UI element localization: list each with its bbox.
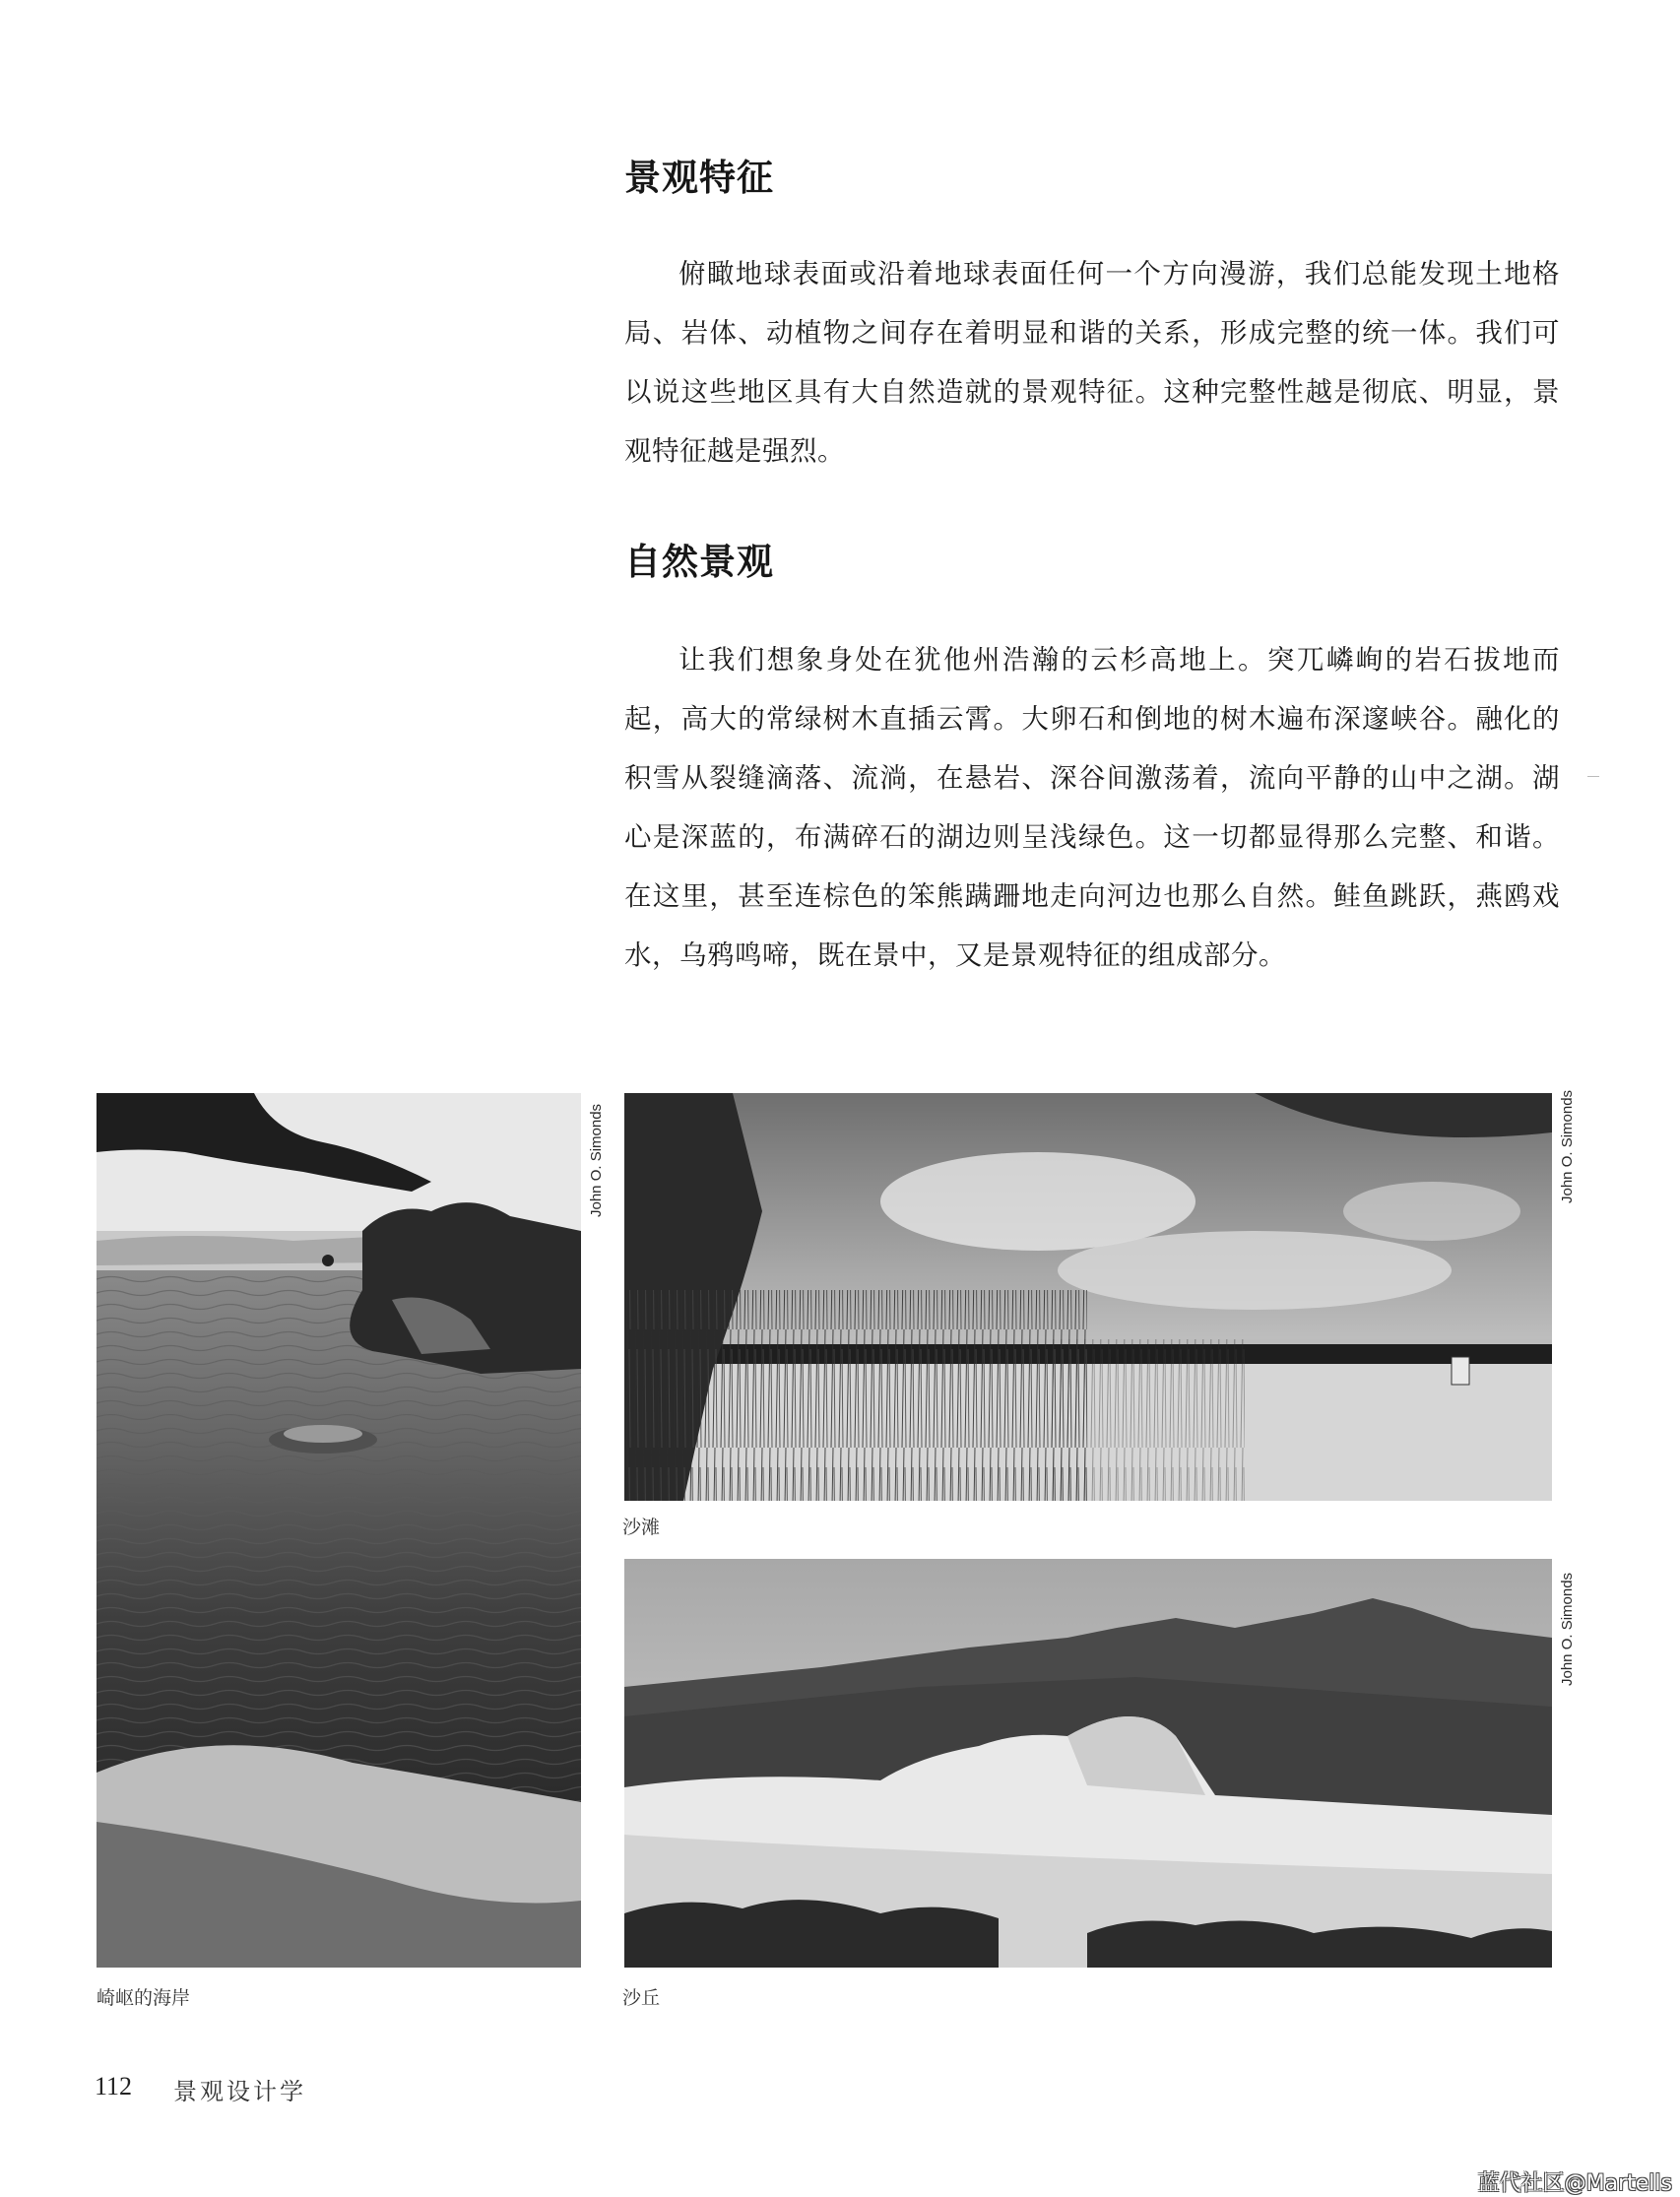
caption-rugged-coast: 崎岖的海岸 <box>97 1987 191 2009</box>
margin-mark <box>1587 776 1599 777</box>
page-number: 112 <box>95 2072 133 2100</box>
section-heading-landscape-character: 景观特征 <box>624 157 774 199</box>
sand-dunes-photo <box>624 1559 1552 1968</box>
beach-photo <box>624 1093 1552 1501</box>
section-heading-natural-landscape: 自然景观 <box>624 541 774 583</box>
caption-beach: 沙滩 <box>622 1517 661 1538</box>
rugged-coast-photo <box>97 1093 581 1968</box>
photo-credit-beach: John O. Simonds <box>1559 1089 1576 1203</box>
section-paragraph-natural-landscape: 让我们想象身处在犹他州浩瀚的云杉高地上。突兀嶙峋的岩石拔地而起，高大的常绿树木直插云霄。大卵石和倒地的树木遍布深邃峡谷。融化的积雪从裂缝滴落、流淌，在悬岩、深谷间激荡着，流向平静的山中之湖。湖心是深蓝的，布满碎石的湖边则呈浅绿色。这一切都显得那么完整、和谐。在这里，甚至连棕色的笨熊蹒跚地走向河边也那么自然。鲑鱼跳跃，燕鸥戏水，乌鸦鸣啼，既在景中，又是景观特征的组成部分。 <box>624 644 1560 971</box>
caption-sand-dunes: 沙丘 <box>622 1987 661 2009</box>
watermark: 蓝代社区@Martells <box>1477 2171 1672 2196</box>
running-footer-book-title: 景观设计学 <box>173 2078 306 2105</box>
photo-credit-coast: John O. Simonds <box>588 1103 605 1217</box>
photo-credit-dunes: John O. Simonds <box>1559 1572 1576 1686</box>
section-paragraph-landscape-character: 俯瞰地球表面或沿着地球表面任何一个方向漫游，我们总能发现土地格局、岩体、动植物之间存在着明显和谐的关系，形成完整的统一体。我们可以说这些地区具有大自然造就的景观特征。这种完整性越是彻底、明显，景观特征越是强烈。 <box>624 258 1560 467</box>
